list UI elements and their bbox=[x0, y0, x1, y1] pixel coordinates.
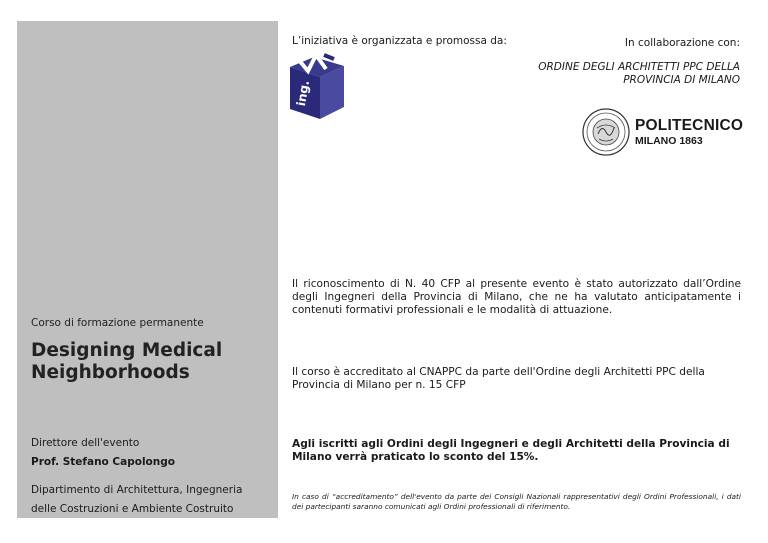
politecnico-subtitle: MILANO 1863 bbox=[635, 135, 703, 147]
politecnico-seal-icon bbox=[582, 108, 630, 156]
course-type: Corso di formazione permanente bbox=[31, 317, 204, 329]
discount-text: Agli iscritti agli Ordini degli Ingegneri e degli Architetti della Provincia di Milano verrà praticato lo sconto del 15%. bbox=[292, 438, 730, 463]
director-name: Prof. Stefano Capolongo bbox=[31, 456, 175, 468]
ing-logo-icon bbox=[290, 53, 344, 119]
ing-logo-text: ing. bbox=[293, 79, 313, 108]
politecnico-logo bbox=[582, 108, 744, 156]
politecnico-name: POLITECNICO bbox=[635, 117, 744, 134]
course-title: Designing Medical Neighborhoods bbox=[31, 340, 223, 383]
recognition-text: Il riconoscimento di N. 40 CFP al presente evento è stato autorizzato dall’Ordine degli Ingegneri della Provincia di Milano, che ne ha valutato anticipatamente i contenuti formativi professionali e le modalità di attuazione. bbox=[292, 278, 741, 316]
department: Dipartimento di Architettura, Ingegneria delle Costruzioni e Ambiente Costruito bbox=[31, 484, 243, 515]
director-label: Direttore dell'evento bbox=[31, 437, 140, 449]
footnote: In caso di “accreditamento” dell'evento da parte dei Consigli Nazionali rappresentativi degli Ordini Professionali, i dati dei partecipanti saranno comunicati agli Ordini professionali di riferimento. bbox=[292, 492, 741, 511]
ordine-architetti: ORDINE DEGLI ARCHITETTI PPC DELLA PROVINCIA DI MILANO bbox=[538, 61, 740, 86]
organized-by: L’iniziativa è organizzata e promossa da: bbox=[292, 35, 507, 47]
accreditation-text: Il corso è accreditato al CNAPPC da parte dell'Ordine degli Architetti PPC della Provincia di Milano per n. 15 CFP bbox=[292, 366, 705, 391]
collaboration-label: In collaborazione con: bbox=[624, 37, 740, 49]
